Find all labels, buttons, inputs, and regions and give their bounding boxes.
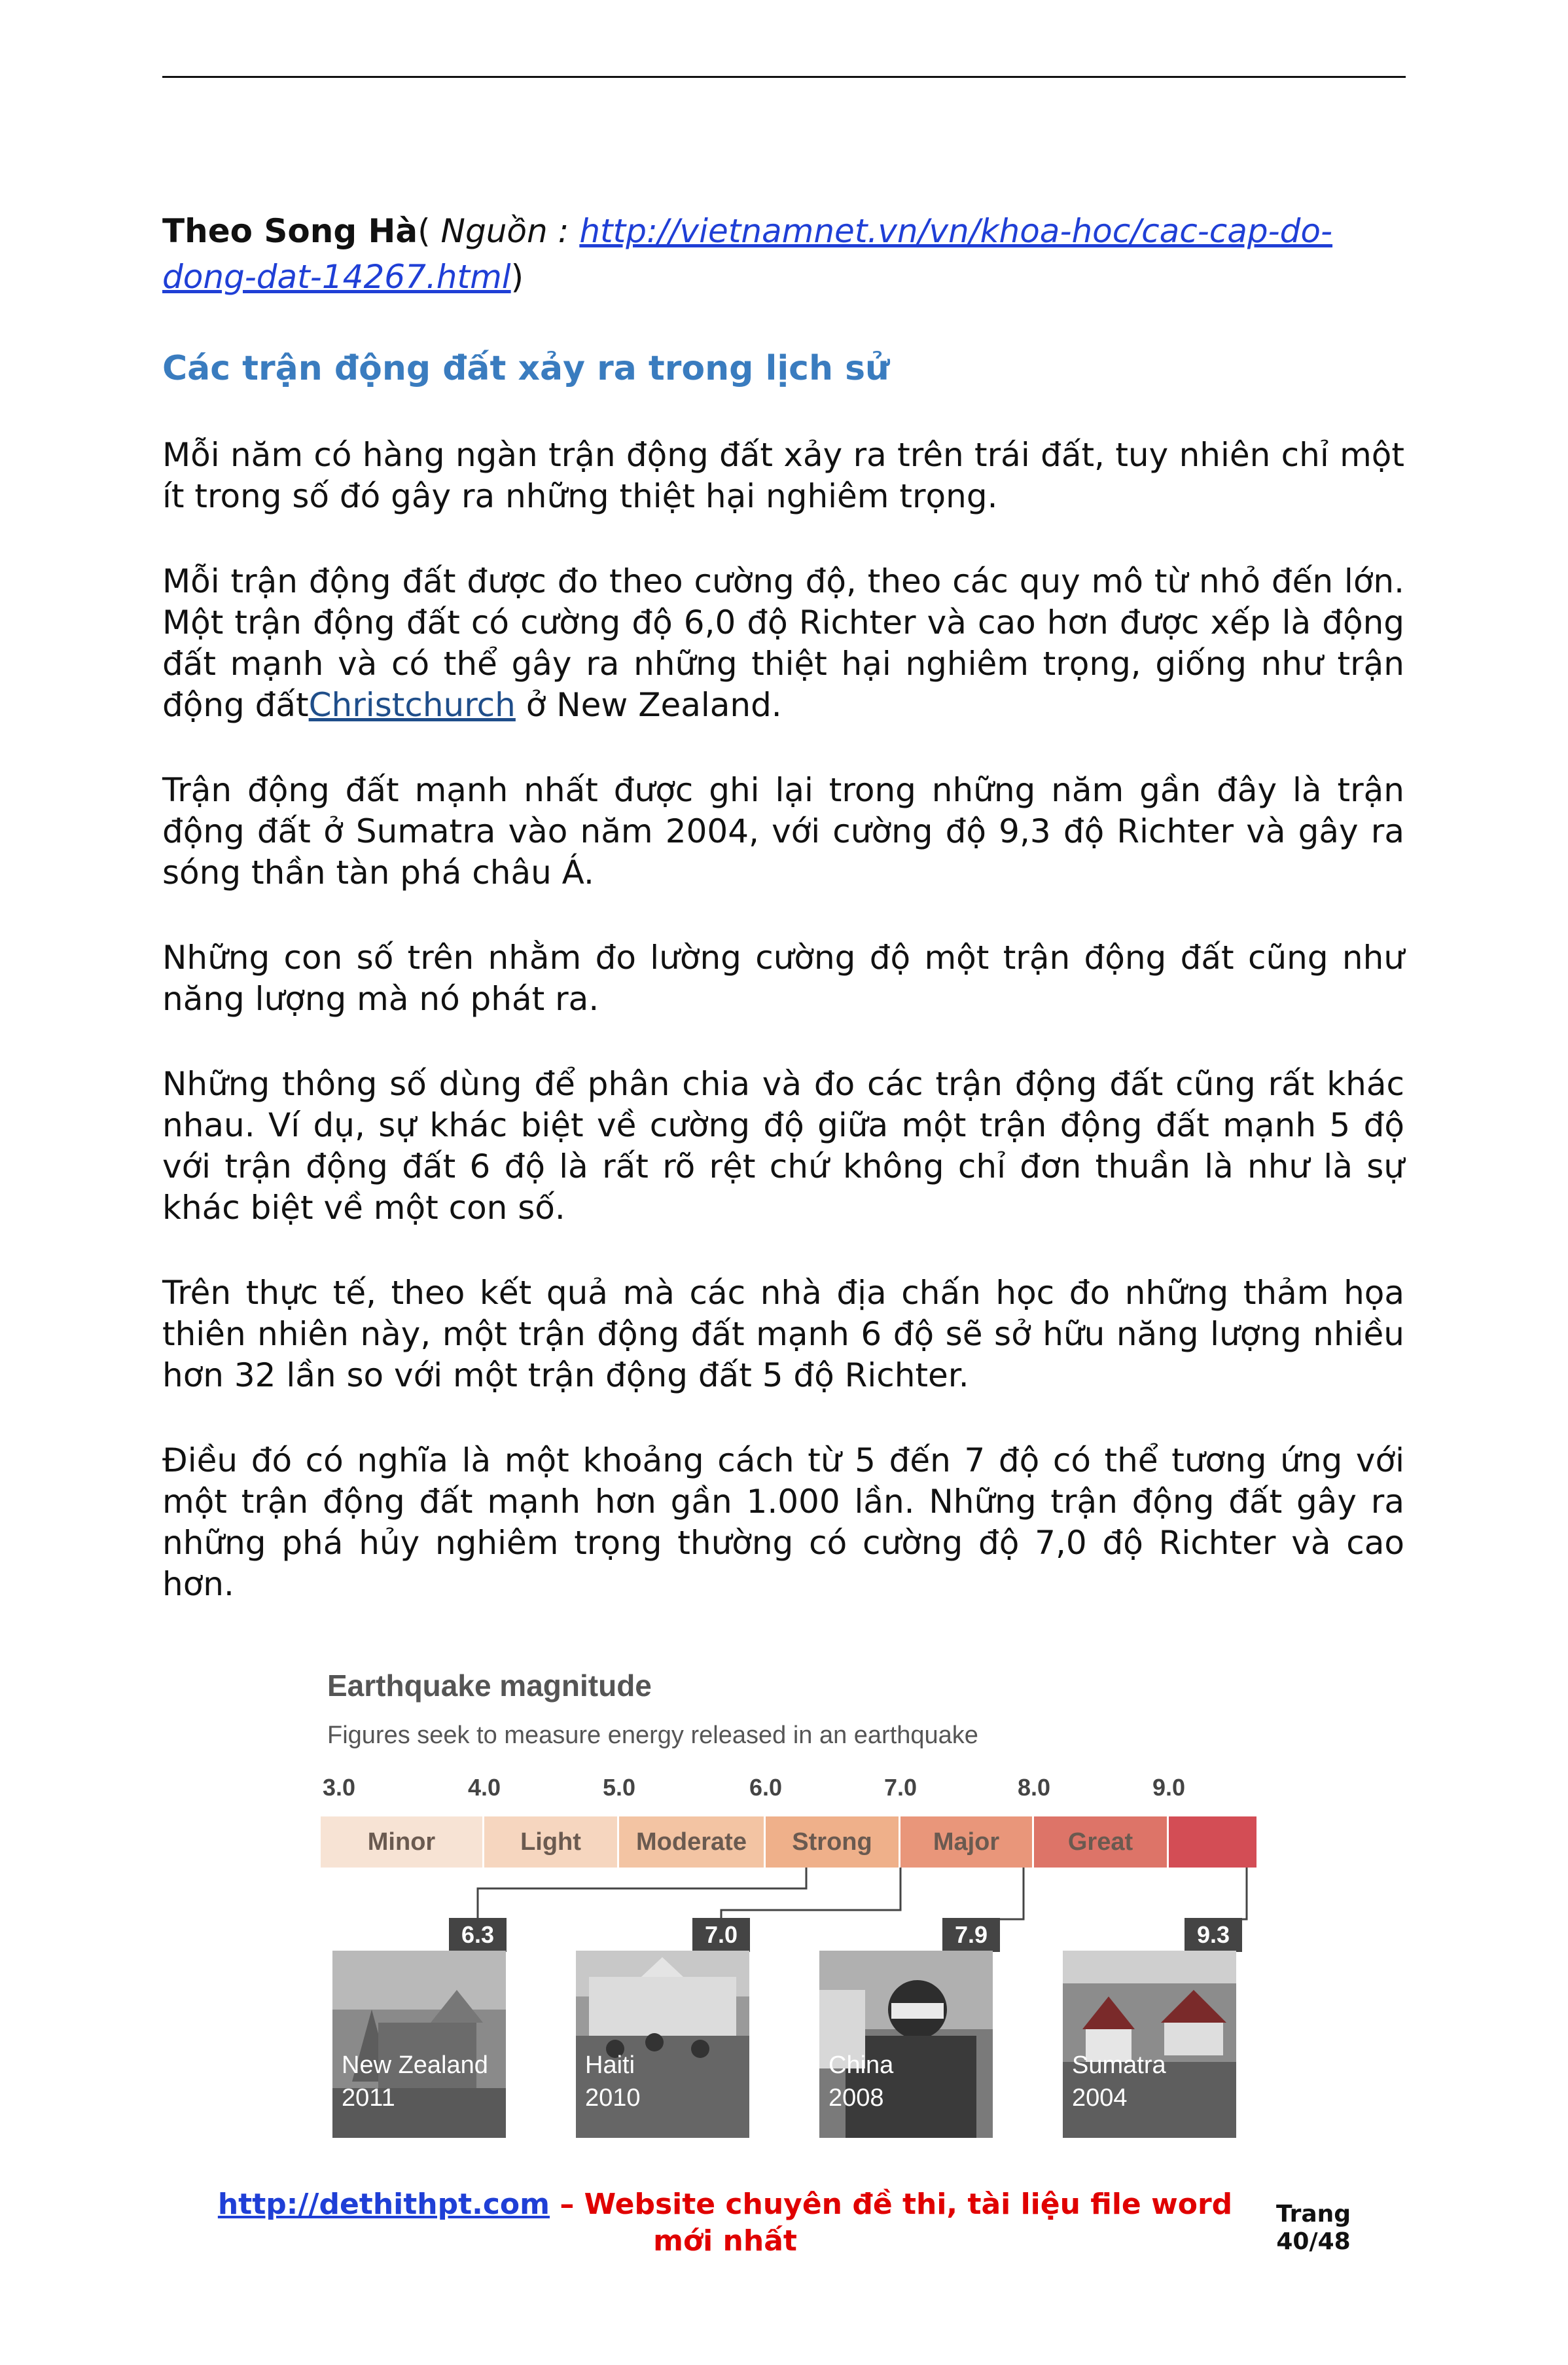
page-footer bbox=[162, 2186, 1406, 2278]
quake-place: New Zealand bbox=[342, 2051, 488, 2079]
tick-label: 6.0 bbox=[749, 1774, 783, 1801]
quake-year: 2010 bbox=[585, 2084, 641, 2112]
quake-caption bbox=[342, 2049, 488, 2114]
quake-card-china bbox=[819, 1951, 993, 2138]
quake-place: Sumatra bbox=[1072, 2051, 1166, 2079]
band-light: Light bbox=[484, 1816, 619, 1868]
source-label: Nguồn : bbox=[440, 212, 569, 250]
paragraph-4: Những con số trên nhằm đo lường cường độ một trận động đất cũng như năng lượng mà nó phát ra. bbox=[162, 939, 1404, 1018]
quake-card-haiti bbox=[576, 1951, 749, 2138]
quake-year: 2008 bbox=[829, 2084, 884, 2112]
page-number bbox=[1276, 2201, 1351, 2256]
quake-place: China bbox=[829, 2051, 894, 2079]
connector-line bbox=[972, 1868, 1024, 1919]
quake-year: 2011 bbox=[342, 2084, 395, 2112]
quake-caption bbox=[585, 2049, 641, 2114]
footer-tagline: – Website chuyên đề thi, tài liệu file word mới nhất bbox=[550, 2188, 1233, 2258]
attribution bbox=[162, 208, 1404, 300]
band-moderate: Moderate bbox=[619, 1816, 766, 1868]
magnitude-badge: 7.9 bbox=[942, 1918, 1000, 1952]
quake-place: Haiti bbox=[585, 2051, 635, 2079]
connector-line bbox=[478, 1868, 806, 1919]
quake-card-new-zealand bbox=[332, 1951, 506, 2138]
tick-label: 3.0 bbox=[322, 1774, 356, 1801]
christchurch-link[interactable]: Christchurch bbox=[308, 686, 516, 724]
quake-year: 2004 bbox=[1072, 2084, 1128, 2112]
paren-close: ) bbox=[510, 258, 524, 296]
magnitude-badge: 6.3 bbox=[449, 1918, 507, 1952]
section-heading: Các trận động đất xảy ra trong lịch sử bbox=[162, 349, 890, 388]
paragraph-1: Mỗi năm có hàng ngàn trận động đất xảy ra trên trái đất, tuy nhiên chỉ một ít trong số đó gây ra những thiệt hại nghiêm trọng. bbox=[162, 436, 1404, 515]
quake-card-sumatra bbox=[1063, 1951, 1236, 2138]
source-link[interactable]: http://vietnamnet.vn/vn/khoa-hoc/cac-cap-do-dong-dat-14267.html bbox=[162, 212, 1333, 296]
quake-caption bbox=[1072, 2049, 1166, 2114]
tick-label: 5.0 bbox=[602, 1774, 636, 1801]
tick-label: 9.0 bbox=[1152, 1774, 1186, 1801]
header-rule bbox=[162, 76, 1406, 78]
paragraph-3: Trận động đất mạnh nhất được ghi lại trong những năm gần đây là trận động đất ở Sumatra vào năm 2004, với cường độ 9,3 độ Richter và gây ra sóng thần tàn phá châu Á. bbox=[162, 771, 1404, 892]
tick-label: 8.0 bbox=[1017, 1774, 1051, 1801]
footer-site-link[interactable]: http://dethithpt.com bbox=[217, 2188, 550, 2221]
tick-label: 4.0 bbox=[467, 1774, 501, 1801]
page-word: Trang bbox=[1276, 2201, 1351, 2228]
paragraph-7: Điều đó có nghĩa là một khoảng cách từ 5 đến 7 độ có thể tương ứng với một trận động đất mạnh hơn gần 1.000 lần. Những trận động đất gây ra những phá hủy nghiêm trọng thường có cường độ 7,0 độ Richter và cao hơn. bbox=[162, 1441, 1404, 1603]
tick-label: 7.0 bbox=[883, 1774, 918, 1801]
footer-text bbox=[195, 2186, 1255, 2260]
document-body bbox=[162, 208, 1404, 1649]
paragraph-6: Trên thực tế, theo kết quả mà các nhà địa chấn học đo những thảm họa thiên nhiên này, một trận động đất mạnh 6 độ sẽ sở hữu năng lượng nhiều hơn 32 lần so với một trận động đất 5 độ Richter. bbox=[162, 1274, 1404, 1394]
band-strong: Strong bbox=[766, 1816, 900, 1868]
quake-caption bbox=[829, 2049, 893, 2114]
page-count: 40/48 bbox=[1276, 2228, 1351, 2255]
paragraph-5: Những thông số dùng để phân chia và đo các trận động đất cũng rất khác nhau. Ví dụ, sự khác biệt về cường độ giữa một trận động đất mạnh 5 độ với trận động đất 6 độ là rất rõ rệt chứ không chỉ đơn thuần là như là sự khác biệt về một con số. bbox=[162, 1065, 1404, 1227]
band-great: Great bbox=[1034, 1816, 1169, 1868]
paragraph-2-tail: ở New Zealand. bbox=[515, 686, 782, 724]
band-major: Major bbox=[900, 1816, 1034, 1868]
infographic-subtitle: Figures seek to measure energy released in an earthquake bbox=[327, 1722, 978, 1749]
paragraph-2 bbox=[162, 561, 1404, 726]
paren-open: ( bbox=[418, 212, 431, 250]
connector-line bbox=[721, 1868, 900, 1919]
earthquake-magnitude-infographic bbox=[321, 1663, 1256, 2134]
infographic-title: Earthquake magnitude bbox=[327, 1669, 652, 1703]
connector-line bbox=[1208, 1868, 1247, 1919]
magnitude-badge: 7.0 bbox=[692, 1918, 750, 1952]
magnitude-badge: 9.3 bbox=[1185, 1918, 1242, 1952]
author: Theo Song Hà bbox=[162, 212, 418, 250]
band-minor: Minor bbox=[321, 1816, 484, 1868]
paragraph-2-text: Mỗi trận động đất được đo theo cường độ, theo các quy mô từ nhỏ đến lớn. Một trận động đất có cường độ 6,0 độ Richter và cao hơn được xếp là động đất mạnh và có thể gây ra những thiệt hại nghiêm trọng, giống như trận động đất bbox=[162, 562, 1404, 724]
